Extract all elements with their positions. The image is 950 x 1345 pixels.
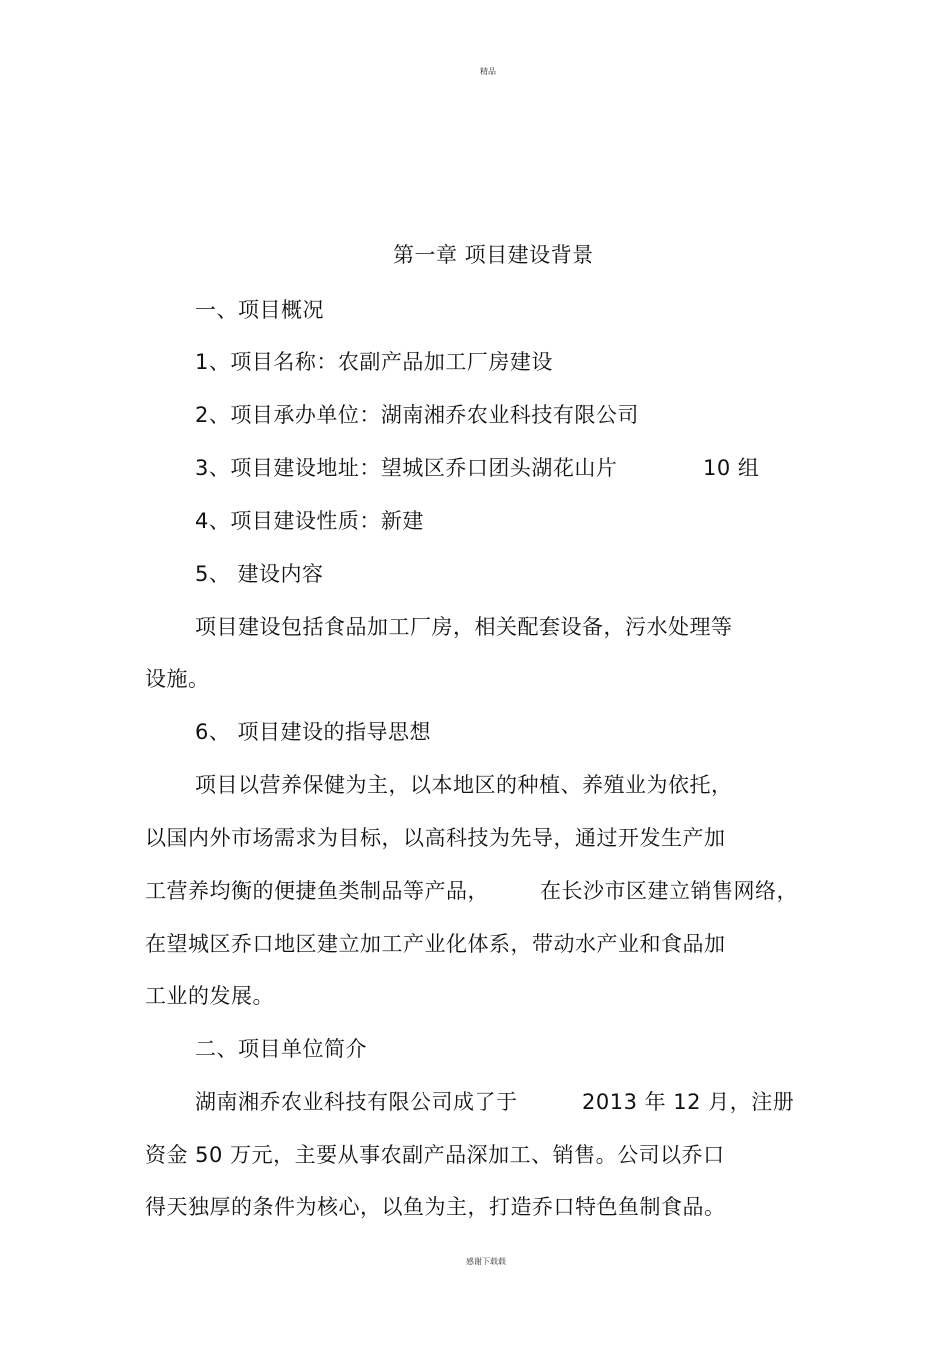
item-nature: 4、项目建设性质：新建: [195, 509, 424, 533]
footer-watermark: 感谢下载载: [466, 1257, 506, 1266]
paragraph-line: 资金 50 万元，主要从事农副产品深加工、销售。公司以乔口: [145, 1143, 725, 1167]
item-organizer: 2、项目承办单位：湖南湘乔农业科技有限公司: [195, 403, 639, 427]
chapter-title: 第一章 项目建设背景: [393, 243, 594, 267]
paragraph-line: 工业的发展。: [145, 984, 274, 1008]
paragraph-line: 以国内外市场需求为目标，以高科技为先导，通过开发生产加: [145, 826, 726, 850]
section-heading-overview: 一、项目概况: [195, 298, 324, 322]
paragraph-line: 得天独厚的条件为核心，以鱼为主，打造乔口特色鱼制食品。: [145, 1195, 726, 1219]
paragraph-line: 项目以营养保健为主，以本地区的种植、养殖业为依托，: [195, 773, 733, 797]
paragraph-line: 项目建设包括食品加工厂房，相关配套设备，污水处理等: [195, 615, 733, 639]
header-watermark: 精品: [480, 67, 496, 76]
section-heading-company: 二、项目单位简介: [195, 1037, 367, 1061]
item-address-group: 10 组: [703, 456, 760, 480]
paragraph-line: 在望城区乔口地区建立加工产业化体系，带动水产业和食品加: [145, 932, 726, 956]
paragraph-line: 在长沙市区建立销售网络，: [540, 879, 798, 903]
paragraph-line: 湖南湘乔农业科技有限公司成了于: [195, 1090, 518, 1114]
item-address: 3、项目建设地址：望城区乔口团头湖花山片: [195, 456, 618, 480]
item-project-name: 1、项目名称：农副产品加工厂房建设: [195, 350, 553, 374]
paragraph-line: 设施。: [145, 667, 210, 691]
paragraph-line: 工营养均衡的便捷鱼类制品等产品，: [145, 879, 489, 903]
item-content-heading: 5、 建设内容: [195, 562, 324, 586]
paragraph-line: 2013 年 12 月，注册: [582, 1090, 795, 1114]
item-guiding-heading: 6、 项目建设的指导思想: [195, 720, 432, 744]
